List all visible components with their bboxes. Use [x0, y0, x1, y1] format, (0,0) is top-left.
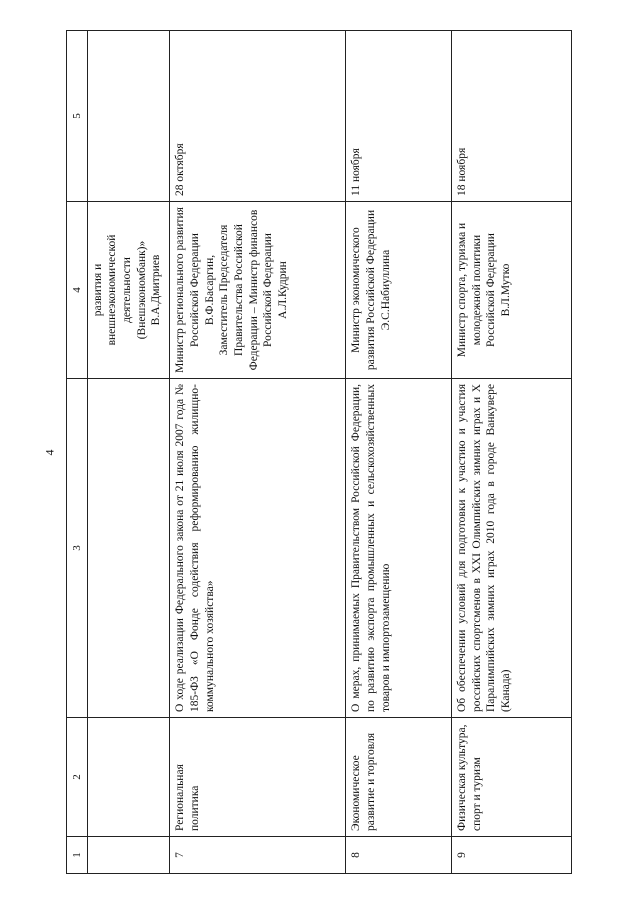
row-topic: [87, 379, 170, 718]
row-date: 11 ноября: [346, 31, 452, 202]
row-number: 8: [346, 837, 452, 874]
row-responsible: Министр спорта, туризма и молодежной политики Российской Федерации В.Л.Мутко: [452, 202, 572, 379]
row-number: 9: [452, 837, 572, 874]
row-area: Региональная политика: [170, 718, 346, 837]
rotated-table-container: [66, 32, 572, 874]
column-header-2: 2: [67, 718, 88, 837]
schedule-table: [66, 30, 572, 874]
table-row: [87, 31, 170, 874]
page-number: 4: [42, 449, 57, 456]
row-area: Экономическое развитие и торговля: [346, 718, 452, 837]
row-responsible: Министр регионального развития Российской Федерации В.Ф.Басаргин, Заместитель Председателя Правительства Российской Федерации – Министр финансов Российской Федерации А.Л.Кудрин: [170, 202, 346, 379]
row-topic: О ходе реализации Федерального закона от 21 июля 2007 года № 185-ФЗ «О Фонде содействия реформированию жилищно-коммунального хозяйства»: [170, 379, 346, 718]
row-number: [87, 837, 170, 874]
row-area: Физическая культура, спорт и туризм: [452, 718, 572, 837]
column-header-1: 1: [67, 837, 88, 874]
row-date: 18 ноября: [452, 31, 572, 202]
row-area: [87, 718, 170, 837]
row-responsible: Министр экономического развития Российской Федерации Э.С.Набиуллина: [346, 202, 452, 379]
row-topic: Об обеспечении условий для подготовки к участию и участия российских спортсменов в XXI Олимпийских зимних играх и X Паралимпийских зимних играх 2010 года в городе Ванкувере (Канада): [452, 379, 572, 718]
table-row: [170, 31, 346, 874]
row-number: 7: [170, 837, 346, 874]
row-date: 28 октября: [170, 31, 346, 202]
column-header-5: 5: [67, 31, 88, 202]
row-topic: О мерах, принимаемых Правительством Российской Федерации, по развитию экспорта промышленных и сельскохозяйственных товаров и импортозамещению: [346, 379, 452, 718]
column-header-4: 4: [67, 202, 88, 379]
row-responsible: развития и внешнеэкономической деятельности (Внешэкономбанк)» В.А.Дмитриев: [87, 202, 170, 379]
row-date: [87, 31, 170, 202]
header-row: [67, 31, 88, 874]
table-row: [452, 31, 572, 874]
table-row: [346, 31, 452, 874]
column-header-3: 3: [67, 379, 88, 718]
